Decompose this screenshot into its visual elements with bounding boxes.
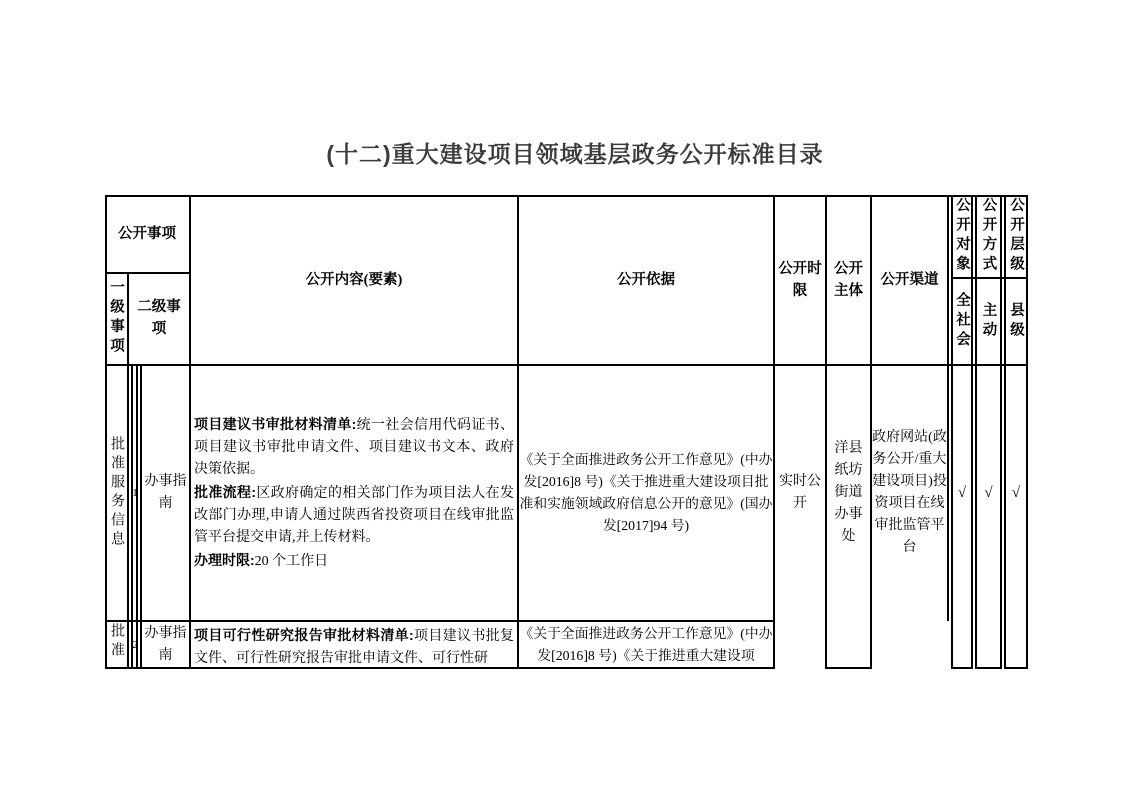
- grid-line: [975, 667, 1002, 669]
- header-level-sub: [1006, 281, 1026, 362]
- row1-channel-cell: 政府网站(政务公开/重大建设项目)投资项目在线审批监管平台: [872, 429, 947, 555]
- header-open-content: 公开内容(要素): [305, 271, 403, 288]
- header-channel: 公开渠道: [880, 271, 939, 288]
- row2-number-cell: 2: [132, 639, 138, 651]
- row2-basis-cell: 《关于全面推进政务公开工作意见》(中办发[2016]8 号)《关于推进重大建设项: [519, 626, 773, 663]
- row1-level1-text: 批准服务信息: [109, 435, 124, 550]
- header-audience-label: 公开对象: [954, 197, 970, 275]
- header-method-sub-label: 主动: [980, 302, 997, 341]
- grid-line: [951, 277, 1028, 279]
- row1-basis-cell: 《关于全面推进政务公开工作意见》(中办发[2016]8 号)《关于推进重大建设项目批准和实施领域政府信息公开的意见》(国办发[2017]94 号): [519, 451, 773, 533]
- grid-line: [951, 667, 973, 669]
- header-audience: [953, 197, 971, 275]
- header-method: [977, 197, 1000, 275]
- header-level2-matter: 二级事项: [137, 299, 181, 337]
- grid-line: [825, 667, 872, 669]
- row2-level2-cell: 办事指南: [144, 626, 187, 663]
- row2-content-cell: [192, 622, 516, 668]
- header-level-label: 公开层级: [1008, 197, 1024, 275]
- row1-level2-cell: 办事指南: [144, 473, 187, 511]
- row1-level1-cell: [105, 367, 127, 618]
- content-paragraph-label: 项目可行性研究报告审批材料清单:: [194, 627, 414, 643]
- row1-time-limit-cell: 实时公开: [779, 473, 821, 511]
- header-audience-sub: [953, 281, 971, 362]
- content-paragraph-label: 办理时限:: [194, 551, 255, 568]
- header-time-limit: 公开时限: [778, 260, 822, 299]
- header-level-sub-label: 县级: [1008, 302, 1024, 341]
- content-paragraph: 项目可行性研究报告审批材料清单:项目建议书批复文件、可行性研究报告审批申请文件、可行性研: [194, 627, 515, 666]
- grid-line: [947, 195, 949, 621]
- header-audience-sub-label: 全社会: [954, 292, 970, 351]
- row2-level1-text: 批准: [109, 623, 124, 661]
- grid-line: [105, 364, 1028, 366]
- header-level1-matter: [105, 274, 127, 362]
- page-title: (十二)重大建设项目领域基层政务公开标准目录: [326, 141, 824, 167]
- header-level1-label: 一级事项: [108, 279, 124, 357]
- content-paragraph-label: 批准流程:: [194, 483, 256, 500]
- grid-line: [1004, 667, 1028, 669]
- content-paragraph: 批准流程:区政府确定的相关部门作为项目法人在发改部门办理,申请人通过陕西省投资项目在线审批监管平台提交申请,并上传材料。: [194, 483, 514, 545]
- header-open-matter: 公开事项: [118, 225, 176, 242]
- row1-number-cell: 1: [132, 486, 138, 499]
- row1-method-checkmark: √: [984, 484, 993, 501]
- content-paragraph-label: 项目建议书审批材料清单:: [194, 415, 357, 432]
- row2-level1-cell: [105, 623, 127, 667]
- row1-subject-cell: 洋县纸坊街道办事处: [834, 440, 863, 544]
- row1-audience-checkmark: √: [957, 484, 967, 501]
- header-open-basis: 公开依据: [617, 271, 675, 288]
- row1-content-cell: [192, 367, 516, 618]
- header-subject: 公开主体: [834, 260, 863, 299]
- row1-level-checkmark: √: [1011, 484, 1021, 501]
- header-level: [1006, 197, 1026, 275]
- header-method-sub: [977, 281, 1000, 362]
- content-paragraph: 办理时限:20 个工作日: [194, 551, 329, 569]
- content-paragraph: 项目建议书审批材料清单:统一社会信用代码证书、项目建议书审批申请文件、项目建议书文本、政府决策依据。: [194, 415, 514, 477]
- header-method-label: 公开方式: [980, 197, 997, 275]
